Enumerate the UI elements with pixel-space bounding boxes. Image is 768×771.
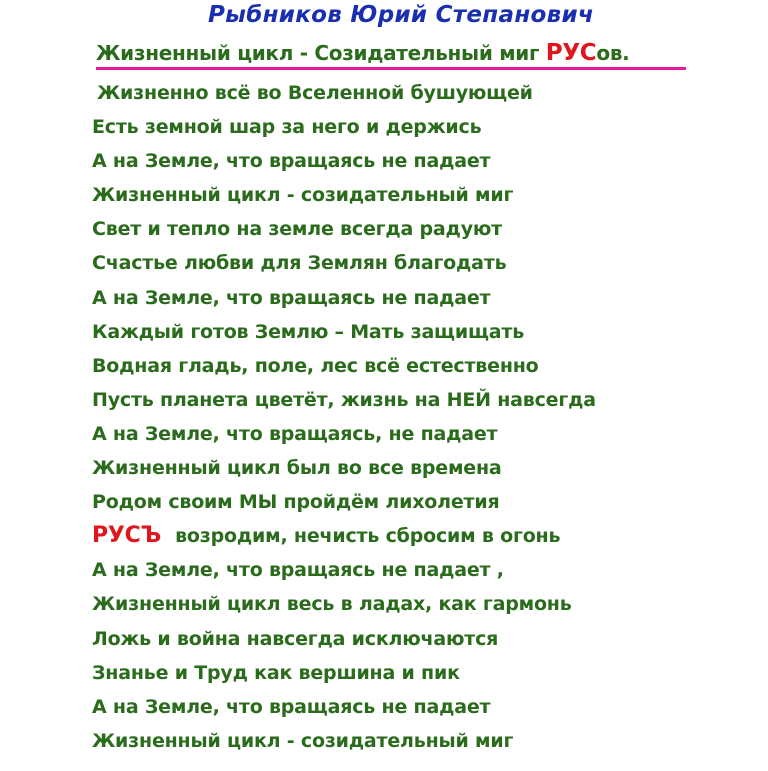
verse-line: А на Земле, что вращаясь не падает (92, 286, 491, 309)
verse-line: Родом своим МЫ пройдём лихолетия (92, 491, 500, 514)
verse-line-special (92, 519, 596, 553)
verse-line: Жизненный цикл весь в ладах, как гармонь (92, 593, 572, 616)
verse-line: Счастье любви для Землян благодать (92, 252, 507, 275)
verse-line: Пусть планета цветёт, жизнь на НЕЙ навсегда (92, 388, 596, 411)
verse-line: А на Земле, что вращаясь не падает (92, 695, 491, 718)
special-rest: возродим, нечисть сбросим в огонь (175, 525, 561, 548)
title-main: Жизненный цикл - Созидательный миг (96, 41, 546, 65)
verse-line: Водная гладь, поле, лес всё естественно (92, 354, 539, 377)
verse-line: А на Земле, что вращаясь не падает , (92, 559, 504, 582)
verse-line: Ложь и война навсегда исключаются (92, 627, 499, 650)
title-suffix: ов. (596, 41, 630, 65)
title-accent: РУС (545, 40, 597, 66)
verse-line: А на Земле, что вращаясь, не падает (92, 422, 498, 445)
special-accent: РУСЪ (92, 523, 162, 549)
verse-line: Есть земной шар за него и держись (92, 116, 482, 139)
verse-line: Жизненный цикл был во все времена (92, 457, 502, 480)
title-underline (96, 67, 686, 70)
verse-line: Жизненный цикл - созидательный миг (92, 184, 514, 207)
poem-title (96, 40, 629, 66)
author-name: Рыбников Юрий Степанович (208, 2, 594, 28)
verse-line: Знанье и Труд как вершина и пик (92, 661, 460, 684)
verse-line: Свет и тепло на земле всегда радуют (92, 218, 502, 241)
verse-line: А на Земле, что вращаясь не падает (92, 150, 491, 173)
verse-line: Жизненно всё во Вселенной бушующей (97, 82, 533, 104)
verse-line: Жизненный цикл - созидательный миг (92, 729, 514, 752)
poem-verse (92, 76, 596, 758)
verse-line: Каждый готов Землю – Мать защищать (92, 320, 525, 343)
